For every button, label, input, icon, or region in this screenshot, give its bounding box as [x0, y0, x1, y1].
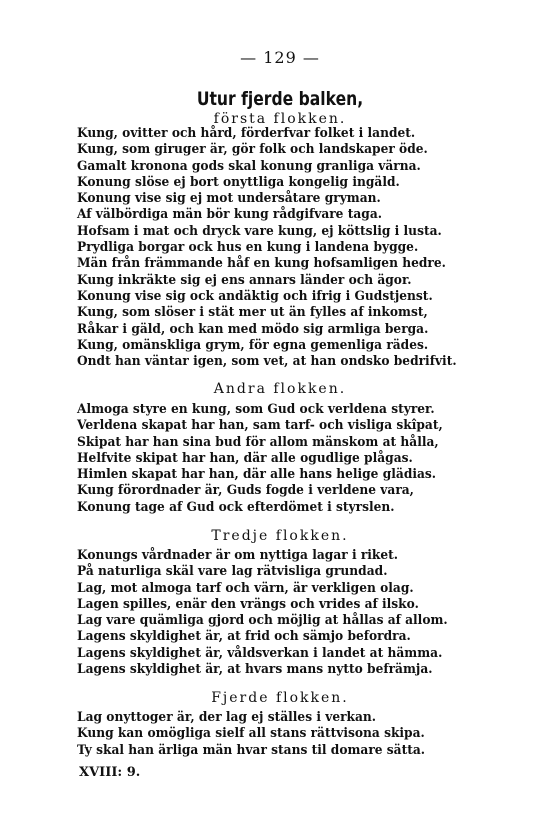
- verse-block: [77, 710, 497, 759]
- verse-line: Män från främmande håf en kung hofsamligen hedre.: [77, 256, 446, 272]
- verse-line: Konung slöse ej bort onyttliga kongelig ingäld.: [77, 174, 400, 190]
- chapter-title: Utur fjerde balken,: [196, 88, 364, 110]
- verse-line: Lag vare quämliga gjord och möjlig at hållas af allom.: [77, 613, 448, 629]
- verse-line: Lag onyttoger är, der lag ej ställes i verkan.: [77, 710, 377, 725]
- verse-line: Helfvite skipat har han, där alle ogudlige plågas.: [77, 450, 413, 466]
- verse-block: [77, 126, 497, 370]
- verse-block: [77, 402, 497, 516]
- verse-line: Verldena skapat har han, sam tarf- och visliga skîpat,: [77, 418, 443, 434]
- verse-line: Konungs vårdnader är om nyttiga lagar i riket.: [77, 548, 399, 563]
- verse-line: Lagen spilles, enär den vrängs och vrides af ilsko.: [77, 596, 419, 612]
- verse-line: Kung, som giruger är, gör folk och landskaper öde.: [77, 142, 428, 158]
- verse-line: Af välbördiga män bör kung rådgifvare taga.: [77, 207, 383, 223]
- verse-block: [77, 548, 497, 678]
- section-heading: första flokken.: [213, 111, 347, 127]
- verse-line: Konung tage af Gud ock efterdömet i styrslen.: [77, 499, 395, 515]
- verse-line: Kung förordnader är, Guds fogde i verldene vara,: [77, 483, 414, 499]
- verse-line: Lagens skyldighet är, våldsverkan i landet at hämma.: [77, 645, 443, 661]
- verse-line: Himlen skapat har han, där alle hans helige glädias.: [77, 467, 437, 483]
- verse-line: Almoga styre en kung, som Gud ock verldena styrer.: [77, 402, 435, 417]
- verse-line: Lag, mot almoga tarf och värn, är verkligen olag.: [77, 580, 414, 596]
- verse-line: Konung vise sig ej mot undersåtare gryman.: [77, 191, 381, 207]
- section-heading: Tredje flokken.: [211, 528, 349, 544]
- verse-line: Lagens skyldighet är, at frid och sämjo befordra.: [77, 629, 411, 645]
- verse-line: Kung, som slöser i stät mer ut än fylles af inkomst,: [77, 305, 428, 321]
- verse-line: Prydliga borgar ock hus en kung i landena bygge.: [77, 240, 419, 256]
- verse-line: Lagens skyldighet är, at hvars mans nytto befrämja.: [77, 662, 433, 678]
- verse-line: Kung, omänskliga grym, för egna gemenliga rädes.: [77, 337, 429, 353]
- verse-line: Ty skal han ärliga män hvar stans til domare sätta.: [77, 742, 426, 758]
- verse-line: Ondt han väntar igen, som vet, at han ondsko bedrifvit.: [77, 354, 457, 370]
- signature-mark: XVIII: 9.: [79, 765, 141, 780]
- verse-line: På naturliga skäl vare lag rätvisliga grundad.: [77, 564, 388, 580]
- page-number: — 129 —: [240, 48, 320, 67]
- verse-line: Kung inkräkte sig ej ens annars länder och ägor.: [77, 272, 412, 288]
- verse-line: Hofsam i mat och dryck vare kung, ej köttslig i lusta.: [77, 223, 442, 239]
- verse-line: Gamalt kronona gods skal konung granliga värna.: [77, 158, 421, 174]
- section-heading: Fjerde flokken.: [211, 690, 349, 706]
- verse-line: Råkar i gäld, och kan med mödo sig armliga berga.: [77, 321, 429, 337]
- verse-line: Kung, ovitter och hård, förderfvar folket i landet.: [77, 126, 416, 141]
- verse-line: Konung vise sig ock andäktig och ifrig i Gudstjenst.: [77, 288, 433, 304]
- verse-line: Kung kan omögliga sielf all stans rättvisona skipa.: [77, 726, 425, 742]
- verse-line: Skipat har han sina bud för allom mänskom at hålla,: [77, 434, 439, 450]
- section-heading: Andra flokken.: [213, 381, 347, 397]
